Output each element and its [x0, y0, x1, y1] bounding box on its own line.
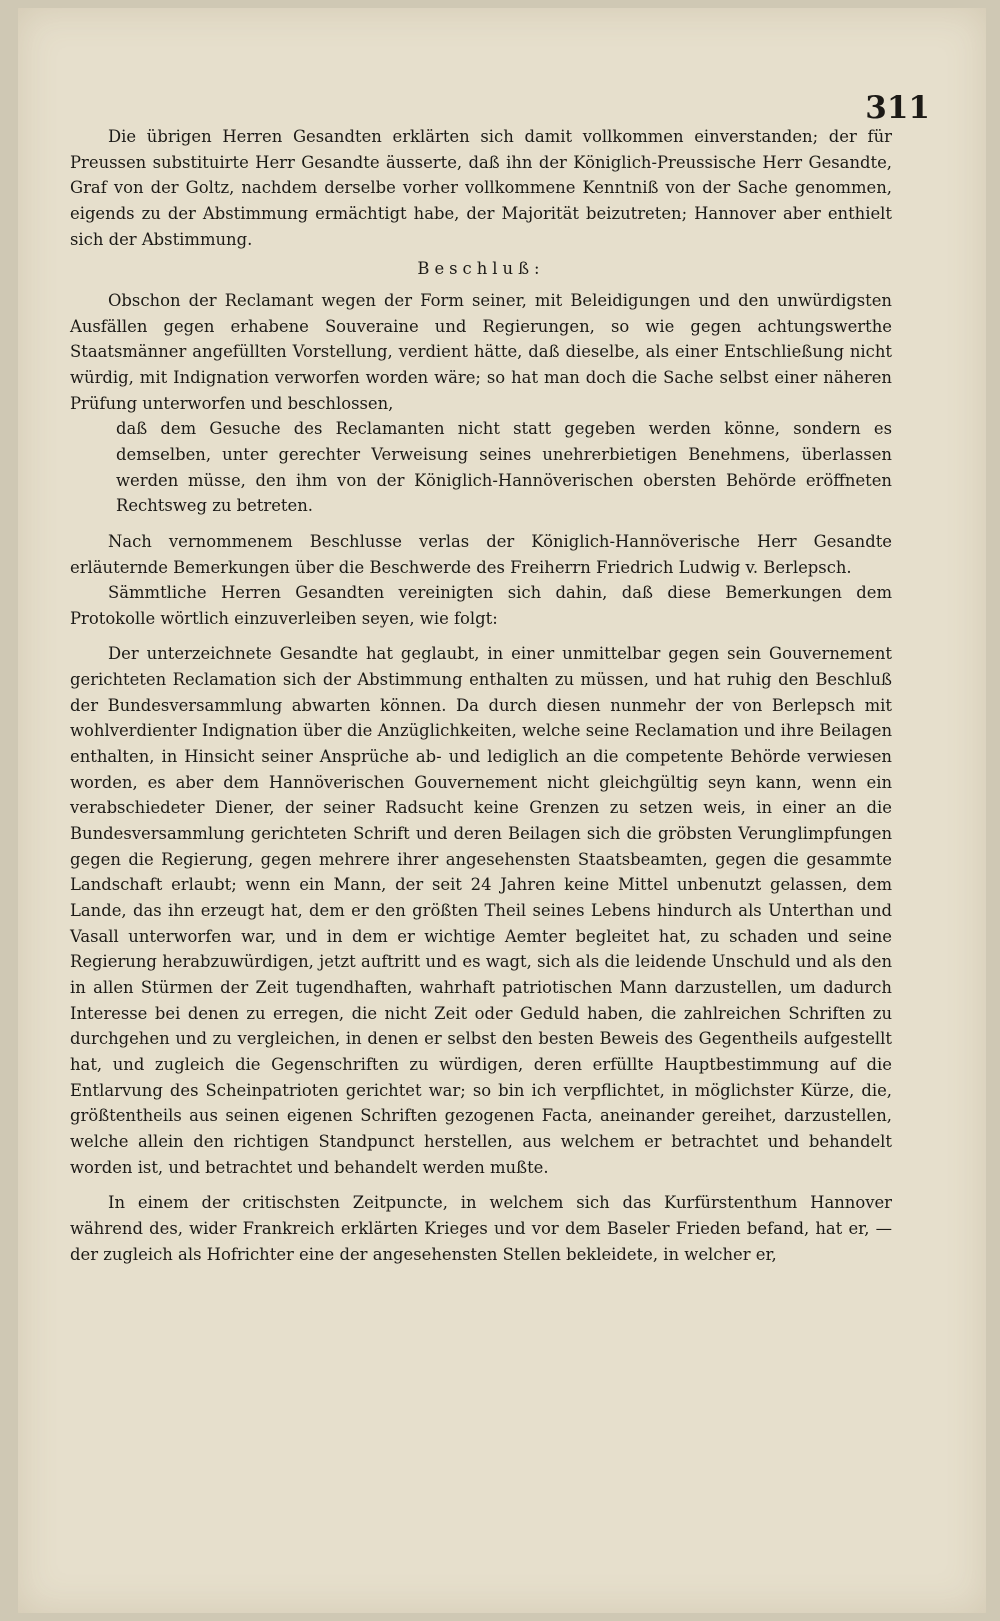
- section-heading-beschluss: Beschluß:: [417, 259, 545, 279]
- paragraph-hannover-remarks: Nach vernommenem Beschlusse verlas der Königlich-Hannöverische Herr Gesandte erläuternde Bemerkungen über die Beschwerde des Freiherrn Friedrich Ludwig v. Berlepsch.: [70, 531, 892, 577]
- paragraph-declaration: Der unterzeichnete Gesandte hat geglaubt, in einer unmittelbar gegen sein Gouvernement gerichteten Reclamation sich der Abstimmung enthalten zu müssen, und hat ruhig den Beschluß der Bundesversammlung abwarten können. Da durch diesen nunmehr der von Berlepsch mit wohlverdienter Indignation über die Anzüglichkeiten, welche seine Reclamation und ihre Beilagen enthalten, in Hinsicht seiner Ansprüche ab- und lediglich an die competente Behörde verwiesen worden, es aber dem Hannöverischen Gouvernement nicht gleichgültig seyn kann, wenn ein verabschiedeter Diener, der seiner Radsucht keine Grenzen zu setzen weis, in einer an die Bundesversammlung gerichteten Schrift und deren Beilagen sich die gröbsten Verunglimpfungen gegen die Regierung, gegen mehrere ihrer angesehensten Staatsbeamten, gegen die gesammte Landschaft erlaubt; wenn ein Mann, der seit 24 Jahren keine Mittel unbenutzt gelassen, dem Lande, das ihn erzeugt hat, dem er den größten Theil seines Lebens hindurch als Unterthan und Vasall unterworfen war, und in dem er wichtige Aemter begleitet hat, zu schaden und seine Regierung herabzuwürdigen, jetzt auftritt und es wagt, sich als die leidende Unschuld und als den in allen Stürmen der Zeit tugendhaften, wahrhaft patriotischen Mann darzustellen, um dadurch Interesse bei denen zu erregen, die nicht Zeit oder Geduld haben, die zahlreichen Schriften zu durchgehen und zu vergleichen, in denen er selbst den besten Beweis des Gegentheils aufgestellt hat, und zugleich die Gegenschriften zu würdigen, deren erfüllte Hauptbestimmung auf die Entlarvung des Scheinpatrioten gerichtet war; so bin ich verpflichtet, in möglichster Kürze, die, größtentheils aus seinen eigenen Schriften gezogenen Facta, aneinander gereihet, darzustellen, welche allein den richtigen Standpunct herstellen, aus welchem er betrachtet und behandelt worden ist, und betrachtet und behandelt werden mußte.: [70, 644, 892, 1177]
- paragraph-protocol-note: Sämmtliche Herren Gesandten vereinigten sich dahin, daß diese Bemerkungen dem Protokolle wörtlich einzuverleiben seyen, wie folgt:: [70, 583, 892, 628]
- paragraph-resolution-text: daß dem Gesuche des Reclamanten nicht statt gegeben werden könne, sondern es demselben, unter gerechter Verweisung seines unehrerbietigen Benehmens, überlassen werden müsse, den ihm von der Königlich-Hannöverischen obersten Behörde eröffneten Rechtsweg zu betreten.: [116, 419, 892, 516]
- page-text: [70, 124, 892, 1267]
- page-number: 311: [865, 90, 930, 126]
- paragraph-resolution-intro: Obschon der Reclamant wegen der Form seiner, mit Beleidigungen und den unwürdigsten Ausfällen gegen erhabene Souveraine und Regierungen, so wie gegen achtungswerthe Staatsmänner angefüllten Vorstellung, verdient hätte, daß dieselbe, als einer Entschließung nicht würdig, mit Indignation verworfen worden wäre; so hat man doch die Sache selbst einer näheren Prüfung unterworfen und beschlossen,: [70, 290, 892, 413]
- document-page: [18, 8, 986, 1613]
- paragraph-voting: Die übrigen Herren Gesandten erklärten sich damit vollkommen einverstanden; der für Preussen substituirte Herr Gesandte äusserte, daß ihn der Königlich-Preussische Herr Gesandte, Graf von der Goltz, nachdem derselbe vorher vollkommene Kenntniß von der Sache genommen, eigends zu der Abstimmung ermächtigt habe, der Majorität beizutreten; Hannover aber enthielt sich der Abstimmung.: [70, 127, 892, 249]
- paragraph-critical-period: In einem der critischsten Zeitpuncte, in welchem sich das Kurfürstenthum Hannover während des, wider Frankreich erklärten Krieges und vor dem Baseler Frieden befand, hat er, — der zugleich als Hofrichter eine der angesehensten Stellen bekleidete, in welcher er,: [70, 1193, 892, 1264]
